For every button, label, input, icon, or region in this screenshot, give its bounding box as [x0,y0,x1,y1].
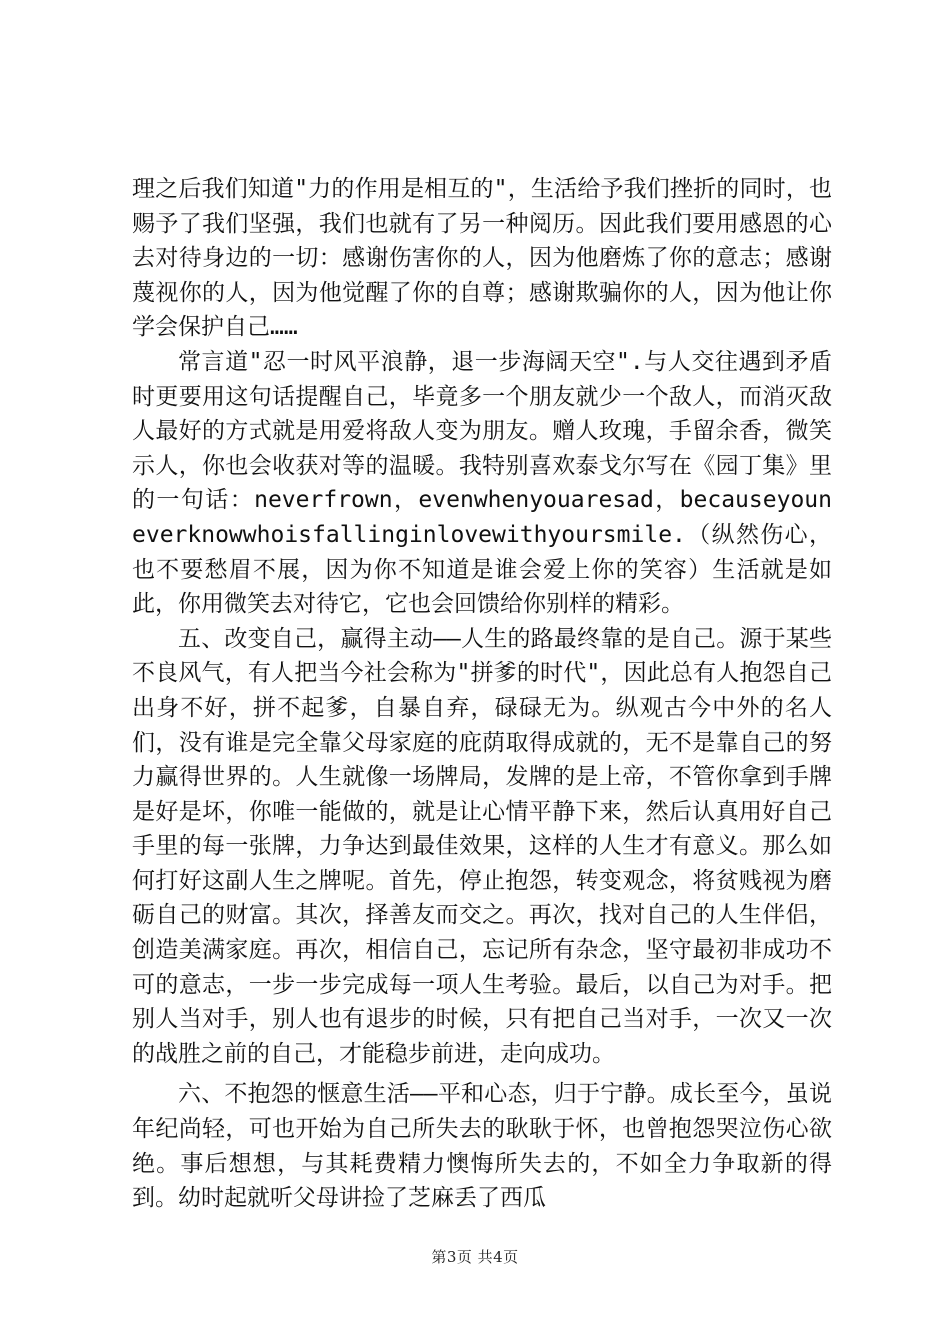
paragraph-2: 常言道"忍一时风平浪静，退一步海阔天空".与人交往遇到矛盾时更要用这句话提醒自己，毕竟多一个朋友就少一个敌人，而消灭敌人最好的方式就是用爱将敌人变为朋友。赠人玫瑰，手留余香，微笑示人，你也会收获对等的温暖。我特别喜欢泰戈尔写在《园丁集》里的一句话：neverfrown，evenwhenyouaresad，becauseyouneverknowwhoisfallinginlovewithyoursmile.（纵然伤心，也不要愁眉不展，因为你不知道是谁会爱上你的笑容）生活就是如此，你用微笑去对待它，它也会回馈给你别样的精彩。 [132,348,832,618]
paragraph-1: 理之后我们知道"力的作用是相互的"，生活给予我们挫折的同时，也赐予了我们坚强，我们也就有了另一种阅历。因此我们要用感恩的心去对待身边的一切：感谢伤害你的人，因为他磨炼了你的意志；感谢蔑视你的人，因为他觉醒了你的自尊；感谢欺骗你的人，因为他让你学会保护自己…… [132,176,832,341]
page-number-footer: 第3页 共4页 [431,1248,519,1266]
document-body [132,172,832,1216]
paragraph-4: 六、不抱怨的惬意生活——平和心态，归于宁静。成长至今，虽说年纪尚轻，可也开始为自己所失去的耿耿于怀，也曾抱怨哭泣伤心欲绝。事后想想，与其耗费精力懊悔所失去的，不如全力争取新的得到。幼时起就听父母讲捡了芝麻丢了西瓜 [132,1081,832,1212]
paragraph-3: 五、改变自己，赢得主动——人生的路最终靠的是自己。源于某些不良风气，有人把当今社会称为"拼爹的时代"，因此总有人抱怨自己出身不好，拼不起爹，自暴自弃，碌碌无为。纵观古今中外的名人们，没有谁是完全靠父母家庭的庇荫取得成就的，无不是靠自己的努力赢得世界的。人生就像一场牌局，发牌的是上帝，不管你拿到手牌是好是坏，你唯一能做的，就是让心情平静下来，然后认真用好自己手里的每一张牌，力争达到最佳效果，这样的人生才有意义。那么如何打好这副人生之牌呢。首先，停止抱怨，转变观念，将贫贱视为磨砺自己的财富。其次，择善友而交之。再次，找对自己的人生伴侣，创造美满家庭。再次，相信自己，忘记所有杂念，坚守最初非成功不可的意志，一步一步完成每一项人生考验。最后，以自己为对手。把别人当对手，别人也有退步的时候，只有把自己当对手，一次又一次的战胜之前的自己，才能稳步前进，走向成功。 [132,625,832,1067]
